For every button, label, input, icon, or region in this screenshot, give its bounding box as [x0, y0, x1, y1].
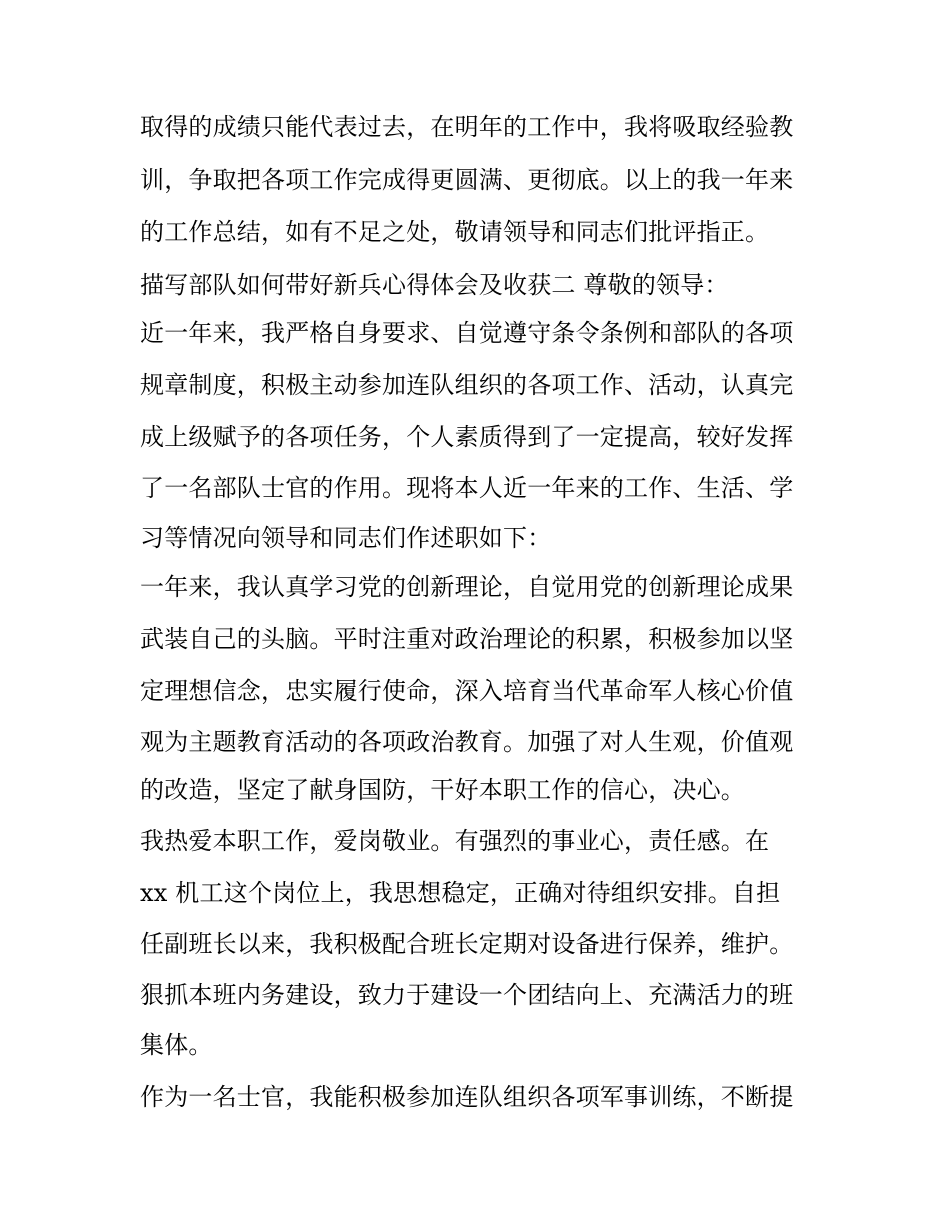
text-line: 武装自己的头脑。平时注重对政治理论的积累，积极参加以坚: [140, 625, 794, 653]
section-heading: 描写部队如何带好新兵心得体会及收获二 尊敬的领导：: [140, 271, 729, 299]
text-line: 训，争取把各项工作完成得更圆满、更彻底。以上的我一年来: [140, 166, 794, 194]
text-line: 取得的成绩只能代表过去，在明年的工作中，我将吸取经验教: [140, 113, 794, 141]
text-line: 规章制度，积极主动参加连队组织的各项工作、活动，认真完: [140, 371, 794, 399]
text-line: 的工作总结，如有不足之处，敬请领导和同志们批评指正。: [140, 218, 770, 246]
text-line: 观为主题教育活动的各项政治教育。加强了对人生观，价值观: [140, 728, 794, 756]
text-line: 任副班长以来，我积极配合班长定期对设备进行保养，维护。: [140, 930, 794, 958]
text-line: 我热爱本职工作，爱岗敬业。有强烈的事业心，责任感。在: [140, 827, 770, 855]
text-line: 作为一名士官，我能积极参加连队组织各项军事训练，不断提: [140, 1083, 794, 1111]
text-line: 了一名部队士官的作用。现将本人近一年来的工作、生活、学: [140, 474, 794, 502]
text-line: 近一年来，我严格自身要求、自觉遵守条令条例和部队的各项: [140, 319, 794, 347]
text-line: 成上级赋予的各项任务，个人素质得到了一定提高，较好发挥: [140, 423, 794, 451]
text-line: 一年来，我认真学习党的创新理论，自觉用党的创新理论成果: [140, 573, 794, 601]
text-line: 定理想信念，忠实履行使命，深入培育当代革命军人核心价值: [140, 677, 794, 705]
text-line: 习等情况向领导和同志们作述职如下：: [140, 524, 552, 552]
text-line: 集体。: [140, 1031, 213, 1059]
text-line: xx 机工这个岗位上，我思想稳定，正确对待组织安排。自担: [140, 879, 781, 907]
text-line: 狠抓本班内务建设，致力于建设一个团结向上、充满活力的班: [140, 981, 794, 1009]
text-line: 的改造，坚定了献身国防，干好本职工作的信心，决心。: [140, 776, 745, 804]
